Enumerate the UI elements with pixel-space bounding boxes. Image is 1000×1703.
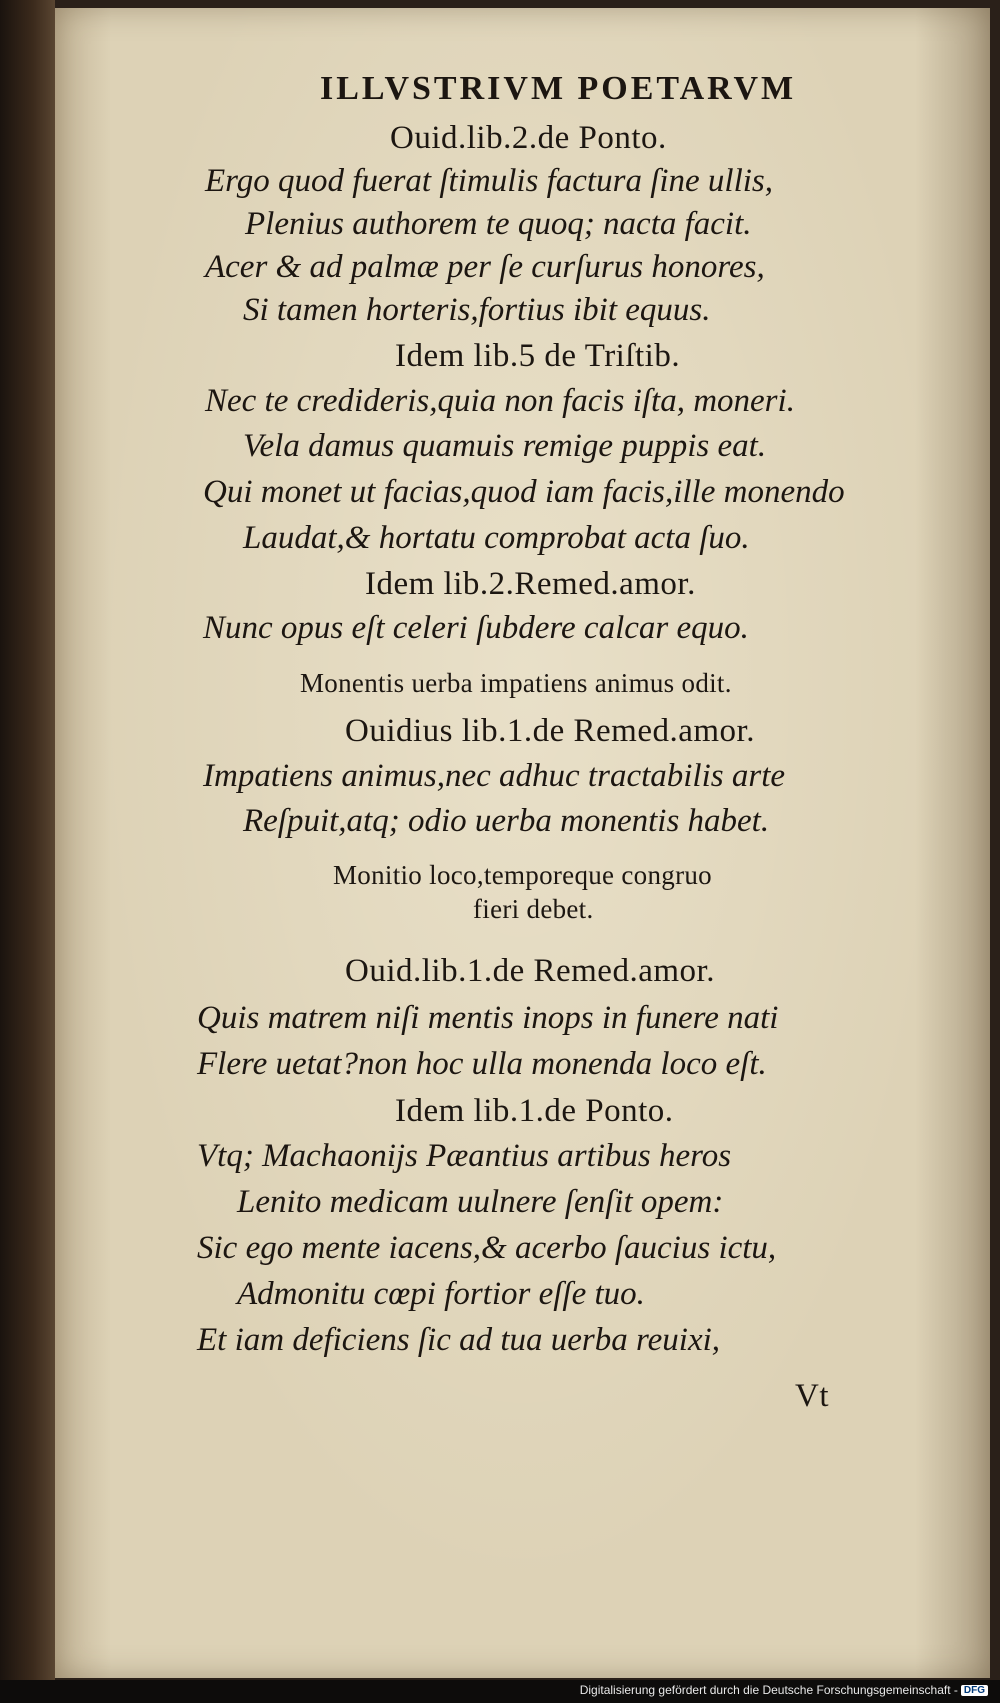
running-header: ILLVSTRIVM POETARVM <box>320 70 797 107</box>
scan-background <box>0 0 55 1703</box>
digitization-footer <box>0 1680 1000 1703</box>
verse-line: Flere uetat?non hoc ulla monenda loco eſt. <box>197 1046 767 1082</box>
source-heading: Idem lib.1.de Ponto. <box>395 1093 674 1129</box>
verse-line: Nunc opus eſt celeri ſubdere calcar equo. <box>203 610 749 646</box>
verse-line: Acer & ad palmæ per ſe curſurus honores, <box>205 249 765 285</box>
topic-heading: Monitio loco,temporeque congruo <box>333 860 712 890</box>
verse-line: Qui monet ut facias,quod iam facis,ille monendo <box>203 474 845 510</box>
source-heading: Idem lib.5 de Triſtib. <box>395 338 681 374</box>
verse-line: Et iam deficiens ſic ad tua uerba reuixi, <box>197 1322 721 1358</box>
book-page <box>55 8 990 1678</box>
verse-line: Laudat,& hortatu comprobat acta ſuo. <box>243 520 750 556</box>
source-heading: Ouidius lib.1.de Remed.amor. <box>345 713 755 749</box>
catchword: Vt <box>795 1378 829 1414</box>
verse-line: Ergo quod fuerat ſtimulis factura ſine ullis, <box>205 163 774 199</box>
verse-line: Quis matrem niſi mentis inops in funere nati <box>197 1000 779 1036</box>
verse-line: Sic ego mente iacens,& acerbo ſaucius ictu, <box>197 1230 777 1266</box>
verse-line: Vtq; Machaonijs Pæantius artibus heros <box>197 1138 732 1174</box>
verse-line: Nec te credideris,quia non facis iſta, moneri. <box>205 383 795 419</box>
footer-credit <box>580 1683 988 1697</box>
source-heading: Idem lib.2.Remed.amor. <box>365 566 696 602</box>
verse-line: Lenito medicam uulnere ſenſit opem: <box>237 1184 724 1220</box>
verse-line: Vela damus quamuis remige puppis eat. <box>243 428 767 464</box>
topic-heading: fieri debet. <box>473 894 594 924</box>
verse-line: Impatiens animus,nec adhuc tractabilis arte <box>203 758 786 794</box>
topic-heading: Monentis uerba impatiens animus odit. <box>300 668 732 698</box>
verse-line: Admonitu cœpi fortior eſſe tuo. <box>237 1276 645 1312</box>
footer-credit-text: Digitalisierung gefördert durch die Deutsche Forschungsgemeinschaft - <box>579 1683 958 1697</box>
dfg-logo-icon: DFG <box>961 1685 988 1696</box>
verse-line: Plenius authorem te quoq; nacta facit. <box>245 206 752 242</box>
verse-line: Reſpuit,atq; odio uerba monentis habet. <box>243 803 770 839</box>
verse-line: Si tamen horteris,fortius ibit equus. <box>243 292 711 328</box>
source-heading: Ouid.lib.1.de Remed.amor. <box>345 953 715 989</box>
source-heading: Ouid.lib.2.de Ponto. <box>390 120 667 156</box>
